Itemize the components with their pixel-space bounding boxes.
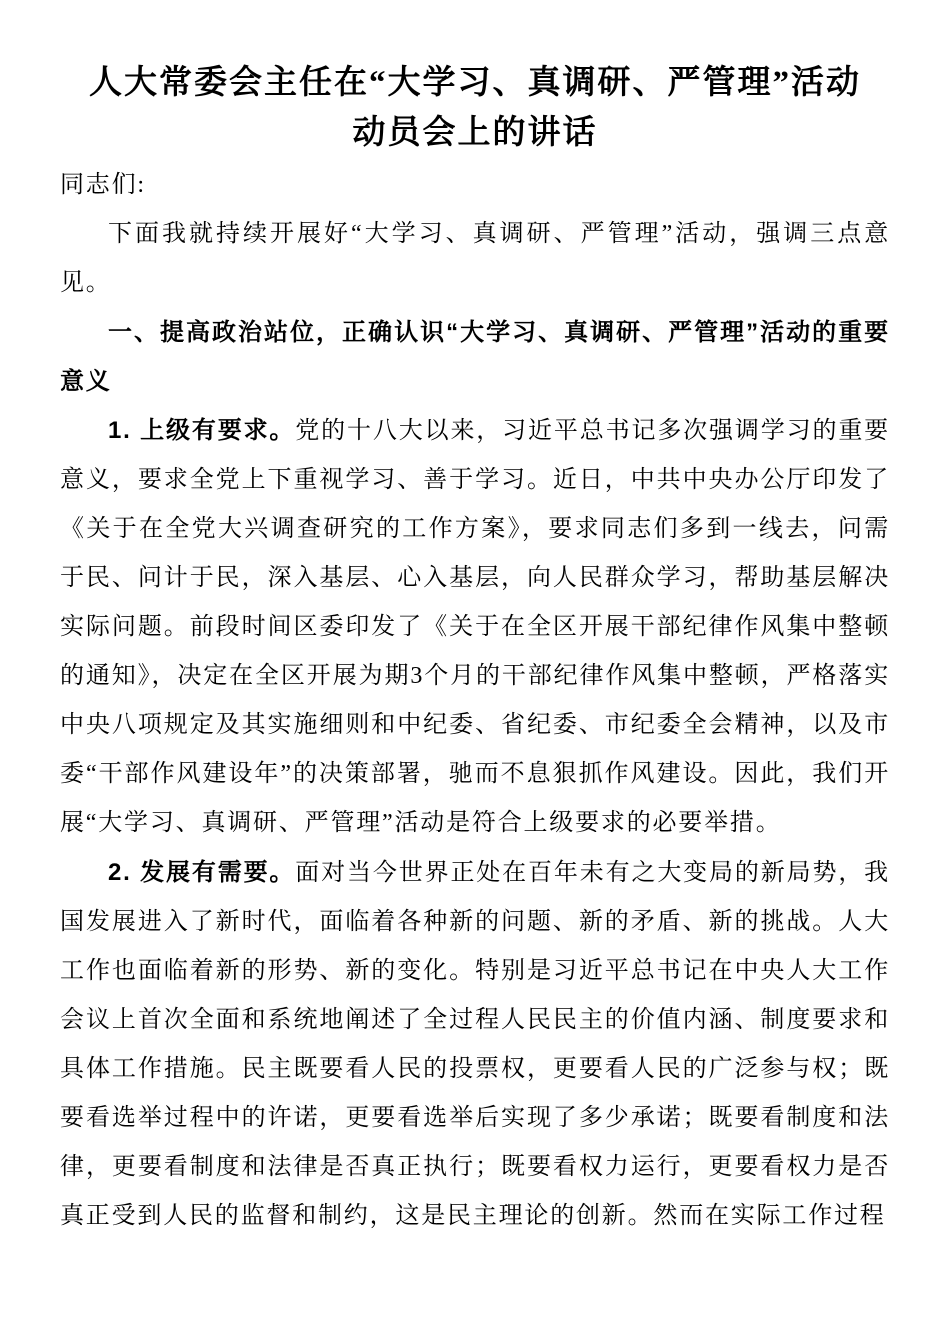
point-paragraph-2	[60, 848, 890, 1241]
point-1-text: 党的十八大以来，习近平总书记多次强调学习的重要意义，要求全党上下重视学习、善于学习。近日，中共中央办公厅印发了《关于在全党大兴调查研究的工作方案》，要求同志们多到一线去，问需于民、问计于民，深入基层、心入基层，向人民群众学习，帮助基层解决实际问题。前段时间区委印发了《关于在全区开展干部纪律作风集中整顿的通知》，决定在全区开展为期3个月的干部纪律作风集中整顿，严格落实中央八项规定及其实施细则和中纪委、省纪委、市纪委全会精神，以及市委“干部作风建设年”的决策部署，驰而不息狠抓作风建设。因此，我们开展“大学习、真调研、严管理”活动是符合上级要求的必要举措。	[60, 418, 890, 836]
document-title-line-1: 人大常委会主任在“大学习、真调研、严管理”活动	[89, 65, 861, 101]
point-1-lead: 1. 上级有要求。	[108, 417, 296, 444]
document-body	[60, 161, 890, 1241]
document-title-line-2: 动员会上的讲话	[352, 115, 598, 151]
point-2-lead: 2. 发展有需要。	[108, 859, 296, 886]
salutation: 同志们:	[60, 172, 146, 198]
point-2-text: 面对当今世界正处在百年未有之大变局的新局势，我国发展进入了新时代，面临着各种新的问题、新的矛盾、新的挑战。人大工作也面临着新的形势、新的变化。特别是习近平总书记在中央人大工作会议上首次全面和系统地阐述了全过程人民民主的价值内涵、制度要求和具体工作措施。民主既要看人民的投票权，更要看人民的广泛参与权；既要看选举过程中的许诺，更要看选举后实现了多少承诺；既要看制度和法律，更要看制度和法律是否真正执行；既要看权力运行，更要看权力是否真正受到人民的监督和制约，这是民主理论的创新。然而在实际工作过程	[60, 860, 890, 1229]
intro-paragraph: 下面我就持续开展好“大学习、真调研、严管理”活动，强调三点意见。	[60, 221, 890, 296]
point-paragraph-1	[60, 406, 890, 848]
section-heading: 一、提高政治站位，正确认识“大学习、真调研、严管理”活动的重要意义	[60, 319, 890, 395]
document-title	[60, 58, 890, 158]
